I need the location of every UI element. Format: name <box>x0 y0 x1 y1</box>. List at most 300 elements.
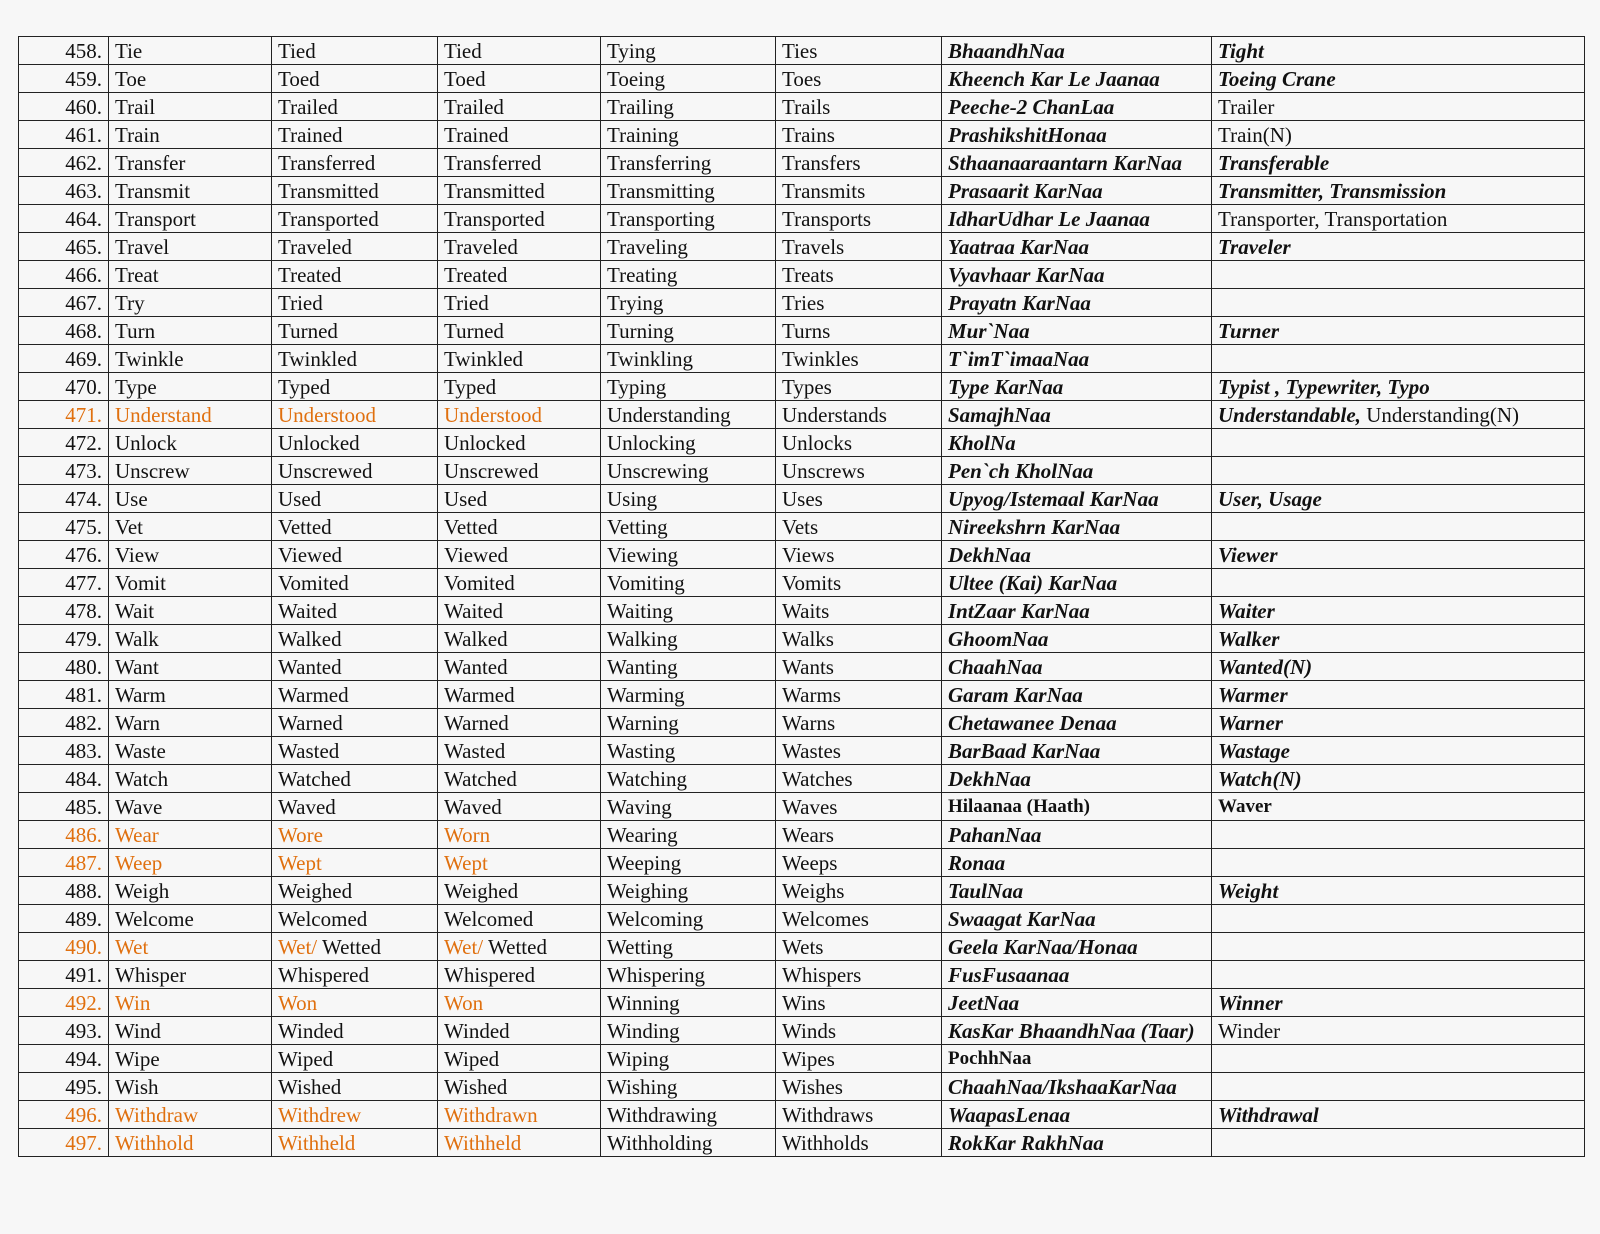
related-words <box>1212 317 1585 345</box>
past-participle-text: Warmed <box>444 682 515 707</box>
table-row <box>19 905 1585 933</box>
ing-form-text: Traveling <box>607 234 688 259</box>
related-words-text: Viewer <box>1218 542 1278 567</box>
ing-form-text: Wearing <box>607 822 678 847</box>
past-form <box>272 1045 438 1073</box>
base-form-text: Walk <box>115 626 159 651</box>
past-participle-text: Warned <box>444 710 509 735</box>
ing-form <box>601 737 776 765</box>
past-participle <box>438 485 601 513</box>
past-form-text: Winded <box>278 1018 344 1043</box>
s-form-text: Transports <box>782 206 872 231</box>
base-form-text: Win <box>115 990 151 1015</box>
past-form <box>272 65 438 93</box>
hindi-meaning-text: BhaandhNaa <box>948 38 1065 63</box>
hindi-meaning-text: KholNa <box>948 430 1016 455</box>
ing-form <box>601 989 776 1017</box>
related-words <box>1212 1101 1585 1129</box>
past-form-text: Wiped <box>278 1046 334 1071</box>
s-form <box>776 121 942 149</box>
ing-form-text: Warming <box>607 682 685 707</box>
table-row <box>19 205 1585 233</box>
hindi-meaning <box>942 485 1212 513</box>
table-row <box>19 681 1585 709</box>
row-number <box>19 653 109 681</box>
row-number-text: 467. <box>65 290 102 315</box>
s-form-text: Travels <box>782 234 845 259</box>
past-form <box>272 289 438 317</box>
s-form-text: Ties <box>782 38 818 63</box>
base-form-text: Wait <box>115 598 155 623</box>
ing-form-text: Waving <box>607 794 672 819</box>
base-form-text: Weep <box>115 850 163 875</box>
row-number <box>19 457 109 485</box>
hindi-meaning <box>942 1045 1212 1073</box>
past-form <box>272 37 438 65</box>
s-form <box>776 737 942 765</box>
related-words <box>1212 37 1585 65</box>
ing-form <box>601 625 776 653</box>
s-form-text: Weeps <box>782 850 838 875</box>
s-form <box>776 849 942 877</box>
past-form <box>272 401 438 429</box>
past-form-text: Unlocked <box>278 430 360 455</box>
hindi-meaning-text: Prayatn KarNaa <box>948 290 1091 315</box>
base-form-text: Wet <box>115 934 149 959</box>
table-row <box>19 793 1585 821</box>
base-form-text: Weigh <box>115 878 170 903</box>
past-participle <box>438 737 601 765</box>
past-form <box>272 1101 438 1129</box>
past-form-text: Turned <box>278 318 338 343</box>
ing-form <box>601 149 776 177</box>
table-row <box>19 261 1585 289</box>
row-number <box>19 1101 109 1129</box>
past-form <box>272 485 438 513</box>
s-form-text: Transfers <box>782 150 861 175</box>
base-form-text: Type <box>115 374 157 399</box>
base-form-text: Transport <box>115 206 196 231</box>
past-form <box>272 149 438 177</box>
table-row <box>19 709 1585 737</box>
table-row <box>19 513 1585 541</box>
base-form-text: Warn <box>115 710 160 735</box>
hindi-meaning <box>942 1129 1212 1157</box>
past-participle <box>438 345 601 373</box>
table-row <box>19 345 1585 373</box>
related-words <box>1212 821 1585 849</box>
base-form-text: Understand <box>115 402 212 427</box>
past-form-text: Toed <box>278 66 320 91</box>
past-participle <box>438 625 601 653</box>
s-form-text: Warns <box>782 710 836 735</box>
row-number <box>19 65 109 93</box>
past-form-text: Transmitted <box>278 178 379 203</box>
past-participle-text: Trained <box>444 122 509 147</box>
s-form <box>776 457 942 485</box>
hindi-meaning <box>942 1101 1212 1129</box>
hindi-meaning <box>942 37 1212 65</box>
row-number-text: 464. <box>65 206 102 231</box>
related-words-text: User, Usage <box>1218 486 1322 511</box>
past-form-text: Withdrew <box>278 1102 362 1127</box>
base-form-text: Toe <box>115 66 147 91</box>
related-words-text: Winner <box>1218 990 1283 1015</box>
table-row <box>19 429 1585 457</box>
s-form <box>776 1101 942 1129</box>
ing-form-text: Tying <box>607 38 656 63</box>
ing-form-text: Trailing <box>607 94 674 119</box>
base-form-text: Travel <box>115 234 170 259</box>
row-number <box>19 961 109 989</box>
ing-form <box>601 37 776 65</box>
base-form-text: Unscrew <box>115 458 190 483</box>
related-words <box>1212 289 1585 317</box>
ing-form <box>601 457 776 485</box>
row-number <box>19 681 109 709</box>
hindi-meaning-text: Kheench Kar Le Jaanaa <box>948 66 1160 91</box>
base-form <box>109 541 272 569</box>
base-form-text: Twinkle <box>115 346 184 371</box>
past-form-extra-text: Wetted <box>317 934 381 959</box>
hindi-meaning <box>942 709 1212 737</box>
hindi-meaning <box>942 429 1212 457</box>
hindi-meaning <box>942 933 1212 961</box>
past-form-text: Walked <box>278 626 342 651</box>
s-form <box>776 541 942 569</box>
table-row <box>19 765 1585 793</box>
hindi-meaning-text: IntZaar KarNaa <box>948 598 1090 623</box>
past-participle <box>438 457 601 485</box>
ing-form <box>601 121 776 149</box>
related-words-text: Warner <box>1218 710 1283 735</box>
base-form <box>109 765 272 793</box>
related-words <box>1212 541 1585 569</box>
past-form-text: Wanted <box>278 654 342 679</box>
base-form-text: Whisper <box>115 962 187 987</box>
base-form <box>109 933 272 961</box>
table-row <box>19 849 1585 877</box>
past-form <box>272 373 438 401</box>
ing-form-text: Trying <box>607 290 664 315</box>
row-number-text: 478. <box>65 598 102 623</box>
base-form <box>109 457 272 485</box>
hindi-meaning <box>942 597 1212 625</box>
row-number <box>19 177 109 205</box>
past-form-text: Won <box>278 990 318 1015</box>
base-form-text: Wave <box>115 794 163 819</box>
base-form <box>109 905 272 933</box>
hindi-meaning-text: Peeche-2 ChanLaa <box>948 94 1115 119</box>
base-form-text: Watch <box>115 766 169 791</box>
row-number-text: 497. <box>65 1130 102 1155</box>
hindi-meaning <box>942 261 1212 289</box>
base-form <box>109 1101 272 1129</box>
hindi-meaning-text: Upyog/Istemaal KarNaa <box>948 486 1159 511</box>
row-number <box>19 261 109 289</box>
past-form-text: Wasted <box>278 738 340 763</box>
past-form-text: Warmed <box>278 682 349 707</box>
s-form-text: Twinkles <box>782 346 859 371</box>
past-form <box>272 457 438 485</box>
hindi-meaning-text: WaapasLenaa <box>948 1102 1071 1127</box>
ing-form <box>601 821 776 849</box>
hindi-meaning <box>942 149 1212 177</box>
ing-form <box>601 177 776 205</box>
past-form <box>272 961 438 989</box>
past-participle-text: Viewed <box>444 542 509 567</box>
s-form-text: Uses <box>782 486 823 511</box>
base-form <box>109 233 272 261</box>
past-participle <box>438 121 601 149</box>
related-words <box>1212 625 1585 653</box>
hindi-meaning <box>942 401 1212 429</box>
past-form-text: Waved <box>278 794 336 819</box>
related-words-text: Transmitter, Transmission <box>1218 178 1447 203</box>
past-form-text: Unscrewed <box>278 458 373 483</box>
past-participle-text: Transferred <box>444 150 542 175</box>
s-form <box>776 877 942 905</box>
past-participle <box>438 205 601 233</box>
row-number <box>19 1129 109 1157</box>
past-participle-text: Worn <box>444 822 491 847</box>
related-words-text: Understandable, <box>1218 402 1361 427</box>
past-participle-text: Traveled <box>444 234 518 259</box>
base-form-text: Withdraw <box>115 1102 199 1127</box>
s-form <box>776 289 942 317</box>
ing-form <box>601 793 776 821</box>
hindi-meaning-text: Garam KarNaa <box>948 682 1083 707</box>
past-form <box>272 681 438 709</box>
hindi-meaning-text: PochhNaa <box>948 1047 1032 1069</box>
hindi-meaning <box>942 121 1212 149</box>
ing-form <box>601 933 776 961</box>
related-words <box>1212 765 1585 793</box>
past-form <box>272 93 438 121</box>
past-participle-text: Waved <box>444 794 502 819</box>
past-participle <box>438 37 601 65</box>
ing-form-text: Turning <box>607 318 674 343</box>
past-participle-text: Used <box>444 486 488 511</box>
related-words-text: Toeing Crane <box>1218 66 1336 91</box>
ing-form <box>601 1045 776 1073</box>
past-participle-text: Wet/ <box>444 934 484 959</box>
ing-form <box>601 345 776 373</box>
hindi-meaning-text: JeetNaa <box>948 990 1020 1015</box>
s-form-text: Understands <box>782 402 887 427</box>
row-number-text: 483. <box>65 738 102 763</box>
s-form <box>776 177 942 205</box>
past-participle-text: Watched <box>444 766 517 791</box>
past-participle-text: Vomited <box>444 570 515 595</box>
s-form <box>776 625 942 653</box>
s-form <box>776 1129 942 1157</box>
hindi-meaning <box>942 989 1212 1017</box>
ing-form-text: Using <box>607 486 658 511</box>
past-participle-text: Turned <box>444 318 504 343</box>
base-form <box>109 597 272 625</box>
s-form <box>776 429 942 457</box>
row-number-text: 491. <box>65 962 102 987</box>
s-form-text: Unlocks <box>782 430 852 455</box>
past-participle-extra-text: Wetted <box>483 934 547 959</box>
hindi-meaning-text: T`imT`imaaNaa <box>948 346 1090 371</box>
past-form <box>272 597 438 625</box>
s-form <box>776 709 942 737</box>
past-participle-text: Toed <box>444 66 486 91</box>
table-row <box>19 989 1585 1017</box>
past-participle <box>438 849 601 877</box>
row-number-text: 459. <box>65 66 102 91</box>
related-words-text: Withdrawal <box>1218 1102 1319 1127</box>
base-form-text: Warm <box>115 682 166 707</box>
row-number-text: 471. <box>65 402 102 427</box>
base-form <box>109 65 272 93</box>
s-form <box>776 1045 942 1073</box>
row-number <box>19 401 109 429</box>
s-form-text: Views <box>782 542 835 567</box>
s-form-text: Walks <box>782 626 834 651</box>
past-participle-text: Wished <box>444 1074 508 1099</box>
related-words <box>1212 513 1585 541</box>
ing-form <box>601 905 776 933</box>
s-form <box>776 205 942 233</box>
row-number-text: 463. <box>65 178 102 203</box>
row-number <box>19 905 109 933</box>
row-number-text: 495. <box>65 1074 102 1099</box>
related-words-text: Wastage <box>1218 738 1290 763</box>
base-form <box>109 513 272 541</box>
past-participle-text: Vetted <box>444 514 498 539</box>
ing-form-text: Training <box>607 122 679 147</box>
s-form <box>776 821 942 849</box>
hindi-meaning-text: KasKar BhaandhNaa (Taar) <box>948 1018 1195 1043</box>
past-participle-text: Treated <box>444 262 508 287</box>
ing-form-text: Vomiting <box>607 570 685 595</box>
past-form-text: Traveled <box>278 234 352 259</box>
s-form <box>776 933 942 961</box>
hindi-meaning <box>942 821 1212 849</box>
hindi-meaning <box>942 205 1212 233</box>
row-number <box>19 1017 109 1045</box>
table-row <box>19 933 1585 961</box>
row-number-text: 492. <box>65 990 102 1015</box>
table-row <box>19 1129 1585 1157</box>
past-form <box>272 821 438 849</box>
related-words <box>1212 737 1585 765</box>
past-form-text: Wore <box>278 822 323 847</box>
related-words <box>1212 485 1585 513</box>
related-words <box>1212 653 1585 681</box>
ing-form <box>601 541 776 569</box>
past-participle-text: Won <box>444 990 484 1015</box>
ing-form <box>601 1017 776 1045</box>
related-words <box>1212 597 1585 625</box>
row-number <box>19 205 109 233</box>
past-form-text: Typed <box>278 374 331 399</box>
related-words-text: Winder <box>1218 1018 1281 1043</box>
related-words <box>1212 989 1585 1017</box>
s-form-text: Withdraws <box>782 1102 874 1127</box>
row-number <box>19 37 109 65</box>
base-form-text: Wind <box>115 1018 161 1043</box>
hindi-meaning-text: BarBaad KarNaa <box>948 738 1101 763</box>
row-number-text: 469. <box>65 346 102 371</box>
hindi-meaning-text: Vyavhaar KarNaa <box>948 262 1105 287</box>
base-form <box>109 205 272 233</box>
related-words <box>1212 793 1585 821</box>
s-form-text: Wants <box>782 654 834 679</box>
s-form <box>776 513 942 541</box>
ing-form-text: Wiping <box>607 1046 670 1071</box>
row-number-text: 487. <box>65 850 102 875</box>
ing-form-text: Withdrawing <box>607 1102 717 1127</box>
past-participle-text: Transmitted <box>444 178 545 203</box>
base-form <box>109 37 272 65</box>
base-form <box>109 485 272 513</box>
hindi-meaning-text: Chetawanee Denaa <box>948 710 1117 735</box>
row-number <box>19 289 109 317</box>
ing-form-text: Typing <box>607 374 667 399</box>
past-form <box>272 205 438 233</box>
hindi-meaning-text: ChaahNaa/IkshaaKarNaa <box>948 1074 1177 1099</box>
base-form <box>109 429 272 457</box>
base-form <box>109 709 272 737</box>
related-words <box>1212 205 1585 233</box>
past-participle-text: Withheld <box>444 1130 522 1155</box>
past-form <box>272 765 438 793</box>
row-number-text: 479. <box>65 626 102 651</box>
base-form <box>109 737 272 765</box>
row-number <box>19 737 109 765</box>
past-form-text: Welcomed <box>278 906 368 931</box>
s-form-text: Trains <box>782 122 835 147</box>
verb-forms-table <box>18 36 1585 1157</box>
related-words <box>1212 877 1585 905</box>
past-participle-text: Unscrewed <box>444 458 539 483</box>
past-form <box>272 1017 438 1045</box>
past-form <box>272 121 438 149</box>
ing-form <box>601 261 776 289</box>
base-form <box>109 961 272 989</box>
base-form-text: Trail <box>115 94 156 119</box>
table-row <box>19 457 1585 485</box>
table-row <box>19 541 1585 569</box>
table-row <box>19 1073 1585 1101</box>
hindi-meaning <box>942 653 1212 681</box>
s-form-text: Whispers <box>782 962 862 987</box>
row-number-text: 493. <box>65 1018 102 1043</box>
table-row <box>19 373 1585 401</box>
past-form <box>272 513 438 541</box>
past-participle-text: Whispered <box>444 962 535 987</box>
base-form-text: Withhold <box>115 1130 194 1155</box>
hindi-meaning-text: SamajhNaa <box>948 402 1051 427</box>
s-form <box>776 317 942 345</box>
hindi-meaning-text: TaulNaa <box>948 878 1024 903</box>
row-number <box>19 93 109 121</box>
past-participle-text: Twinkled <box>444 346 524 371</box>
base-form-text: Waste <box>115 738 166 763</box>
past-form-text: Vomited <box>278 570 349 595</box>
s-form <box>776 233 942 261</box>
past-form-text: Twinkled <box>278 346 358 371</box>
base-form <box>109 625 272 653</box>
s-form-text: Wets <box>782 934 824 959</box>
row-number-text: 461. <box>65 122 102 147</box>
s-form-text: Trails <box>782 94 831 119</box>
past-form <box>272 877 438 905</box>
